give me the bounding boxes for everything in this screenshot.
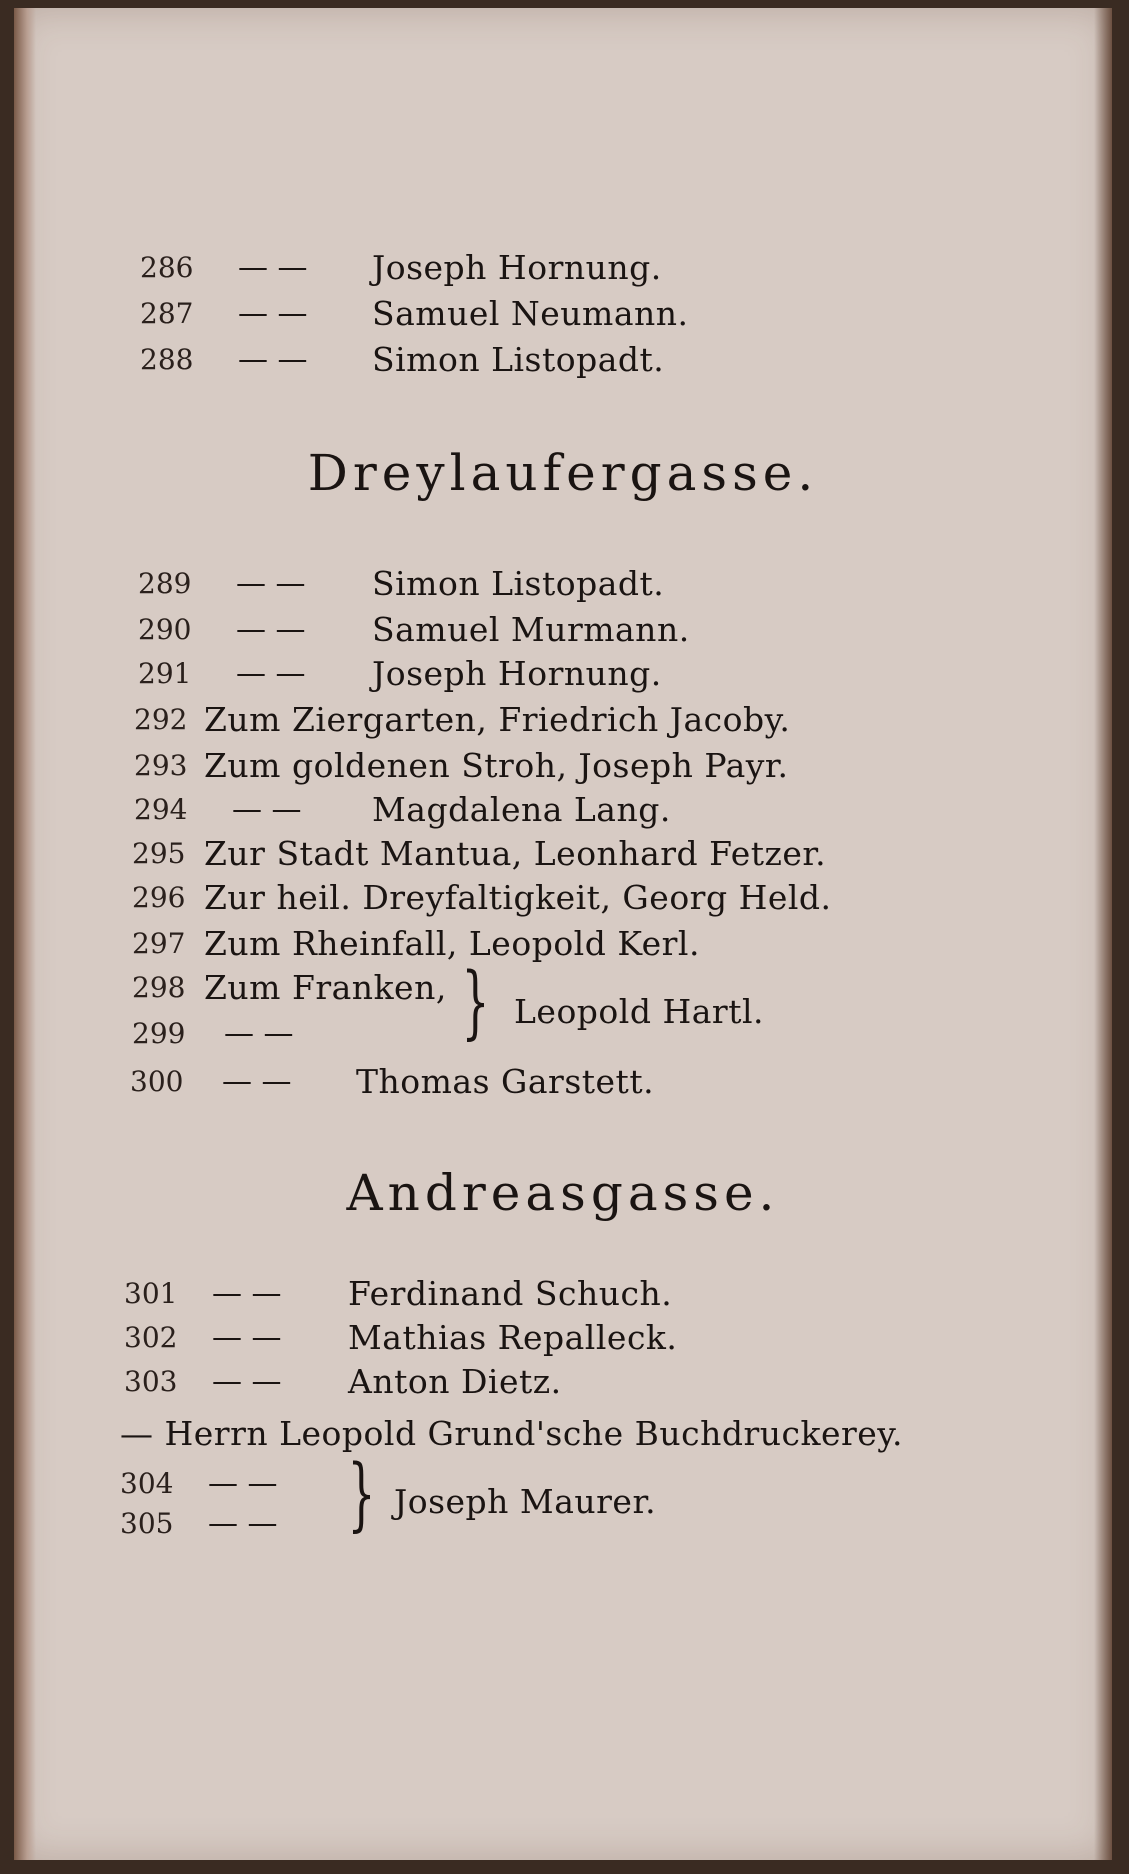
dashes: — —: [238, 250, 308, 285]
house-number: 296: [132, 881, 186, 914]
entry-text: Zum Rheinfall, Leopold Kerl.: [204, 924, 700, 963]
dashes: — —: [212, 1364, 282, 1399]
dashes: — —: [236, 612, 306, 647]
entry-text: Anton Dietz.: [348, 1362, 562, 1401]
house-number: 297: [132, 927, 186, 960]
street-heading-dreylaufergasse: Dreylaufergasse.: [307, 444, 819, 502]
house-number: 291: [138, 657, 192, 690]
entry-text: — Herrn Leopold Grund'sche Buchdruckerey.: [120, 1414, 904, 1453]
entry-text: Thomas Garstett.: [356, 1062, 655, 1101]
house-number: 304: [120, 1467, 174, 1500]
entry-text: Zum Ziergarten, Friedrich Jacoby.: [204, 700, 791, 739]
dashes: — —: [222, 1064, 292, 1099]
entry-text: Ferdinand Schuch.: [348, 1274, 673, 1313]
dashes: — —: [208, 1506, 278, 1541]
house-number: 288: [140, 343, 194, 376]
entry-text: Zum goldenen Stroh, Joseph Payr.: [204, 746, 789, 785]
dashes: — —: [212, 1276, 282, 1311]
entry-text: Simon Listopadt.: [372, 340, 665, 379]
curly-brace: }: [347, 1447, 376, 1540]
house-number: 305: [120, 1507, 174, 1540]
entry-text: Zum Franken,: [204, 968, 447, 1007]
dashes: — —: [224, 1016, 294, 1051]
house-number: 294: [134, 793, 188, 826]
house-number: 298: [132, 971, 186, 1004]
house-number: 302: [124, 1321, 178, 1354]
page-edge-right: [1094, 8, 1112, 1860]
page-edge-left: [14, 8, 36, 1860]
entry-text: Zur Stadt Mantua, Leonhard Fetzer.: [204, 834, 827, 873]
house-number: 286: [140, 251, 194, 284]
entry-text: Magdalena Lang.: [372, 790, 671, 829]
dashes: — —: [236, 656, 306, 691]
house-number: 287: [140, 297, 194, 330]
dashes: — —: [238, 342, 308, 377]
entry-text: Simon Listopadt.: [372, 564, 665, 603]
house-number: 299: [132, 1017, 186, 1050]
dashes: — —: [236, 566, 306, 601]
book-page: [14, 8, 1112, 1860]
house-number: 289: [138, 567, 192, 600]
entry-text: Joseph Hornung.: [372, 654, 662, 693]
house-number: 295: [132, 837, 186, 870]
curly-brace: }: [461, 955, 490, 1048]
entry-text: Mathias Repalleck.: [348, 1318, 678, 1357]
dashes: — —: [232, 792, 302, 827]
house-number: 292: [134, 703, 188, 736]
house-number: 290: [138, 613, 192, 646]
entry-text: Joseph Maurer.: [394, 1482, 657, 1521]
entry-text: Leopold Hartl.: [514, 992, 765, 1031]
dashes: — —: [238, 296, 308, 331]
house-number: 301: [124, 1277, 178, 1310]
entry-text: Samuel Murmann.: [372, 610, 690, 649]
street-heading-andreasgasse: Andreasgasse.: [346, 1164, 780, 1222]
house-number: 300: [130, 1065, 184, 1098]
house-number: 293: [134, 749, 188, 782]
dashes: — —: [212, 1320, 282, 1355]
entry-text: Zur heil. Dreyfaltigkeit, Georg Held.: [204, 878, 832, 917]
entry-text: Joseph Hornung.: [372, 248, 662, 287]
dashes: — —: [208, 1466, 278, 1501]
house-number: 303: [124, 1365, 178, 1398]
entry-text: Samuel Neumann.: [372, 294, 689, 333]
